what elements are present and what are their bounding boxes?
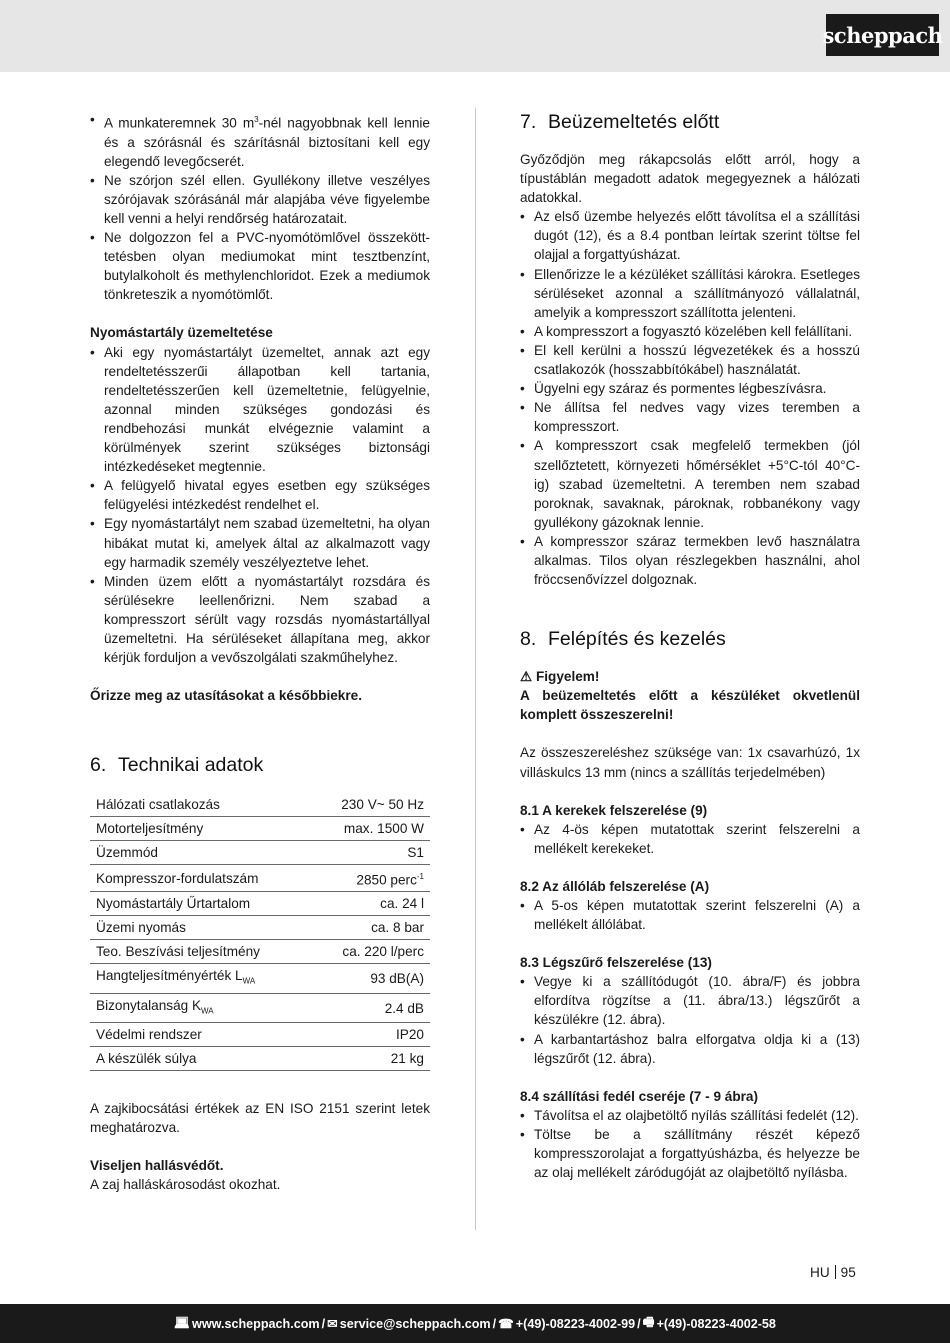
section-8-2-heading: 8.2 Az állóláb felszerelése (A) (520, 878, 710, 894)
scheppach-logo: scheppach (826, 14, 939, 56)
spec-value: 2850 perc$^{-1}$ (311, 864, 430, 891)
table-row (90, 892, 430, 916)
website-link[interactable]: www.scheppach.com (192, 1316, 320, 1331)
section-7-heading: 7. Beüzemeltetés előtt (520, 111, 720, 133)
spec-label: A készülék súlya (90, 1047, 311, 1071)
table-row (90, 940, 430, 964)
list-item: • A 5-os képen mutatottak szerint felszerelni (A) a mellékelt állólábat. (520, 896, 860, 934)
list-item: • Töltse be a szállítmány részét képező kompresszorolajat a forgattyúsházba, és helyezze be az olaj mellékelt záródugóját az olajbetöltő nyílásba. (520, 1125, 860, 1182)
tech-data-table (90, 793, 430, 1071)
table-row (90, 864, 430, 891)
warning-text: A beüzemeltetés előtt a készüléket okvetlenül komplett összeszerelni! (520, 688, 860, 723)
header-bar (0, 0, 950, 72)
phone-icon: ☎ (498, 1317, 514, 1331)
section-6-heading: 6. Technikai adatok (90, 754, 264, 777)
list-item: • A kompresszor száraz termekben levő használatra alkalmas. Tilos olyan részlegekben használni, ahol fröccsenővízzel dolgoznak. (520, 532, 860, 589)
table-row (90, 1023, 430, 1047)
table-row (90, 916, 430, 940)
table-row (90, 817, 430, 841)
email-link[interactable]: service@scheppach.com (339, 1316, 491, 1331)
spec-label: Üzemi nyomás (90, 916, 311, 940)
list-item: • Egy nyomástartályt nem szabad üzemeltetni, ha olyan hibákat mutat ki, amelyek által az alkalmazott vagy egy harmadik személy veszélyeztetve lehet. (90, 514, 430, 571)
spec-label: Hálózati csatlakozás (90, 793, 311, 816)
spec-label: Kompresszor-fordulatszám (90, 864, 311, 891)
ear-protection-heading: Viseljen hallásvédőt. (90, 1158, 224, 1174)
spec-value: IP20 (311, 1023, 430, 1047)
column-divider (475, 108, 476, 1230)
list-item: • Távolítsa el az olajbetöltő nyílás szállítási fedelét (12). (520, 1106, 860, 1125)
spec-label: Hangteljesítményérték $L_{WA}$ (90, 964, 311, 994)
section-8-3-list (520, 972, 860, 1067)
spec-value: 21 kg (311, 1047, 430, 1071)
tank-bullet-list (90, 343, 430, 668)
section-8-1-heading: 8.1 A kerekek felszerelése (9) (520, 802, 708, 818)
spec-value: 93 dB(A) (311, 964, 430, 994)
assembly-note: Az összeszereléshez szüksége van: 1x csavarhúzó, 1x villáskulcs 13 mm (nincs a szállítás terjedelmében) (520, 745, 860, 780)
email-icon: ✉︎ (327, 1317, 338, 1331)
section-8-3-heading: 8.3 Légszűrő felszerelése (13) (520, 955, 712, 971)
footer-separator: / (637, 1316, 641, 1331)
keep-instructions-note: Őrizze meg az utasításokat a későbbiekre. (90, 688, 362, 704)
noise-note: A zajkibocsátási értékek az EN ISO 2151 szerint letek meghatározva. (90, 1101, 430, 1136)
spec-label: Üzemmód (90, 841, 311, 865)
fax-icon: 🖷︎ (642, 1315, 655, 1329)
footer-separator: / (321, 1316, 326, 1331)
footer-bar (0, 1304, 950, 1343)
list-item: • Ne szórjon szél ellen. Gyullékony illetve veszélyes szórójavak szórásánál már alapjába véve figyelembe kell venni a helyi rendőrség határozatait. (90, 171, 430, 228)
list-item: • Minden üzem előtt a nyomástartályt rozsdára és sérülésekre leellenőrizni. Nem szabad a kompresszort sérült vagy rozsdás nyomástartállyal üzemeltetni. Ha sérüléseket állapítana meg, akkor kérjük forduljon a vevőszolgálati szakműhelyhez. (90, 572, 430, 667)
list-item: • Vegye ki a szállítódugót (10. ábra/F) és jobbra elfordítva rögzítse a (11. ábra/13.) légszűrőt a készülékre (12. ábra). (520, 972, 860, 1029)
intro-bullet-list (90, 110, 430, 304)
spec-label: Bizonytalanság $K_{WA}$ (90, 993, 311, 1023)
section-8-4-heading: 8.4 szállítási fedél cseréje (7 - 9 ábra) (520, 1088, 759, 1104)
spec-value: 2.4 dB (311, 993, 430, 1023)
warning-title: ⚠ Figyelem! (520, 669, 600, 685)
list-item: • Ellenőrizze le a kézüléket szállítási károkra. Esetleges sérüléseket azonnal a szállítmányozó vállalatnál, amelyik a kompresszort szállította jelenteni. (520, 265, 860, 322)
spec-value: ca. 220 l/perc (311, 940, 430, 964)
computer-icon: 💻︎ (174, 1316, 191, 1330)
right-column (520, 110, 860, 1182)
spec-label: Nyomástartály Űrtartalom (90, 892, 311, 916)
list-item: • A felügyelő hivatal egyes esetben egy szükséges felügyelési intézkedést rendelhet el. (90, 476, 430, 514)
table-row (90, 964, 430, 994)
left-column (90, 110, 430, 1195)
ear-protection-text: A zaj halláskárosodást okozhat. (90, 1177, 281, 1193)
spec-label: Teo. Beszívási teljesítmény (90, 940, 311, 964)
list-item: • Ügyelni egy száraz és pormentes légbeszívásra. (520, 379, 860, 398)
phone-number: +(49)-08223-4002-99 (515, 1316, 636, 1331)
footer-separator: / (492, 1316, 497, 1331)
section-8-heading: 8. Felépítés és kezelés (520, 628, 726, 651)
spec-value: ca. 24 l (311, 892, 430, 916)
list-item: • Aki egy nyomástartályt üzemeltet, annak azt egy rendeltetésszerűi állapotban kell tartania, rendeltetésszerűen kell üzemeltetnie, felügyelnie, azonnal minden szükséges gondozási és rendbehozási munkát elvégeznie valamint a körülmények szerint szükséges biztonsági intézkedéseket megtennie. (90, 343, 430, 477)
section-8-1-list (520, 820, 860, 858)
list-item: • A kompresszort csak megfelelő termekben (jól szellőztetett, környezeti hőmérséklet +5°C-tól 40°C-ig) szabad üzemeltetni. A teremben nem szabad poroknak, savaknak, pároknak, robbanékony vagy gyullékony gázoknak lennie. (520, 436, 860, 531)
list-item: • Ne állítsa fel nedves vagy vizes teremben a kompresszort. (520, 398, 860, 436)
section-8-2-list (520, 896, 860, 934)
spec-value: ca. 8 bar (311, 916, 430, 940)
fax-number: +(49)-08223-4002-58 (656, 1316, 776, 1331)
tank-heading: Nyomástartály üzemeltetése (90, 325, 273, 341)
table-row (90, 1047, 430, 1071)
spec-value: 230 V~ 50 Hz (311, 793, 430, 816)
page-language: HU (810, 1265, 830, 1280)
spec-label: Védelmi rendszer (90, 1023, 311, 1047)
section-8-4-list (520, 1106, 860, 1182)
page-number-value: 95 (840, 1265, 856, 1280)
list-item: • El kell kerülni a hosszú légvezetékek és a hosszú csatlakozók (hosszabbítókábel) használatát. (520, 341, 860, 379)
list-item: • Ne dolgozzon fel a PVC-nyomótömlővel összekött-tetésben olyan mediumokat mint tesztbenzínt, butylalkoholt és methylenchloridot. Ezek a mediumok tönkreteszik a nyomótömlőt. (90, 228, 430, 304)
table-row (90, 993, 430, 1023)
list-item: • A kompresszort a fogyasztó közelében kell felállítani. (520, 322, 860, 341)
spec-label: Motorteljesítmény (90, 817, 311, 841)
list-item: • Az 4-ös képen mutatottak szerint felszerelni a mellékelt kerekeket. (520, 820, 860, 858)
spec-value: max. 1500 W (311, 817, 430, 841)
list-item: • A munkateremnek 30 $m^3$-nél nagyobbnak kell lennie és a szórásnál és szárításnál biztosítani kell egy elegendő levegőcserét. (90, 110, 430, 171)
section-7-bullet-list (520, 207, 860, 589)
page-number (810, 1265, 856, 1280)
table-row (90, 793, 430, 816)
table-row (90, 841, 430, 865)
section-7-intro: Győződjön meg rákapcsolás előtt arról, hogy a típustáblán megadott adatok megegyeznek a hálózati adatokkal. (520, 152, 860, 206)
spec-value: S1 (311, 841, 430, 865)
list-item: • A karbantartáshoz balra elforgatva oldja ki a (13) légszűrőt (12. ábra). (520, 1030, 860, 1068)
list-item: • Az első üzembe helyezés előtt távolítsa el a szállítási dugót (12), és a 8.4 pontban leírtak szerint töltse fel olajjal a forgattyúsházat. (520, 207, 860, 264)
